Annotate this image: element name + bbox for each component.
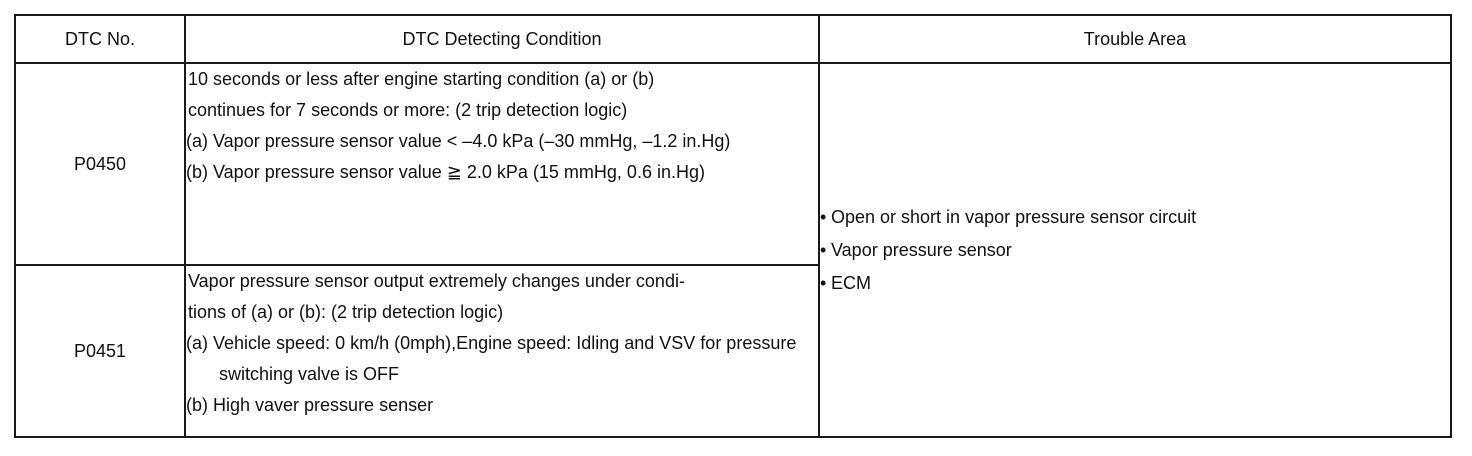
trouble-area-item [820, 201, 1450, 234]
trouble-area-item [820, 234, 1450, 267]
header-trouble-area: Trouble Area [819, 15, 1451, 63]
trouble-area-text: Vapor pressure sensor [831, 239, 1012, 260]
header-row [15, 15, 1451, 63]
detecting-condition-p0451 [185, 265, 819, 437]
detecting-condition-p0450 [185, 63, 819, 265]
bullet-icon: • [820, 272, 827, 293]
dtc-code-p0451: P0451 [15, 265, 185, 437]
header-dtc-no: DTC No. [15, 15, 185, 63]
trouble-area-item [820, 267, 1450, 300]
condition-intro-line: 10 seconds or less after engine starting condition (a) or (b) [188, 69, 655, 89]
bullet-icon: • [820, 206, 827, 227]
trouble-area-cell [819, 63, 1451, 437]
trouble-area-text: Open or short in vapor pressure sensor circuit [831, 206, 1197, 227]
condition-item-b: (b) High vaver pressure senser [186, 395, 434, 415]
dtc-table [14, 14, 1452, 438]
condition-item-b: (b) Vapor pressure sensor value ≧ 2.0 kPa (15 mmHg, 0.6 in.Hg) [186, 162, 705, 182]
condition-item-a: (a) Vapor pressure sensor value < –4.0 kPa (–30 mmHg, –1.2 in.Hg) [186, 131, 731, 151]
table-row-p0450 [15, 63, 1451, 265]
bullet-icon: • [820, 239, 827, 260]
dtc-code-p0450: P0450 [15, 63, 185, 265]
trouble-area-text: ECM [831, 272, 871, 293]
condition-intro-line: tions of (a) or (b): (2 trip detection logic) [188, 302, 504, 322]
header-detecting-condition: DTC Detecting Condition [185, 15, 819, 63]
condition-intro-line: Vapor pressure sensor output extremely changes under condi- [188, 271, 685, 291]
condition-item-a: (a) Vehicle speed: 0 km/h (0mph),Engine speed: Idling and VSV for pressure switching valve is OFF [186, 333, 797, 384]
condition-intro-line: continues for 7 seconds or more: (2 trip detection logic) [188, 100, 628, 120]
